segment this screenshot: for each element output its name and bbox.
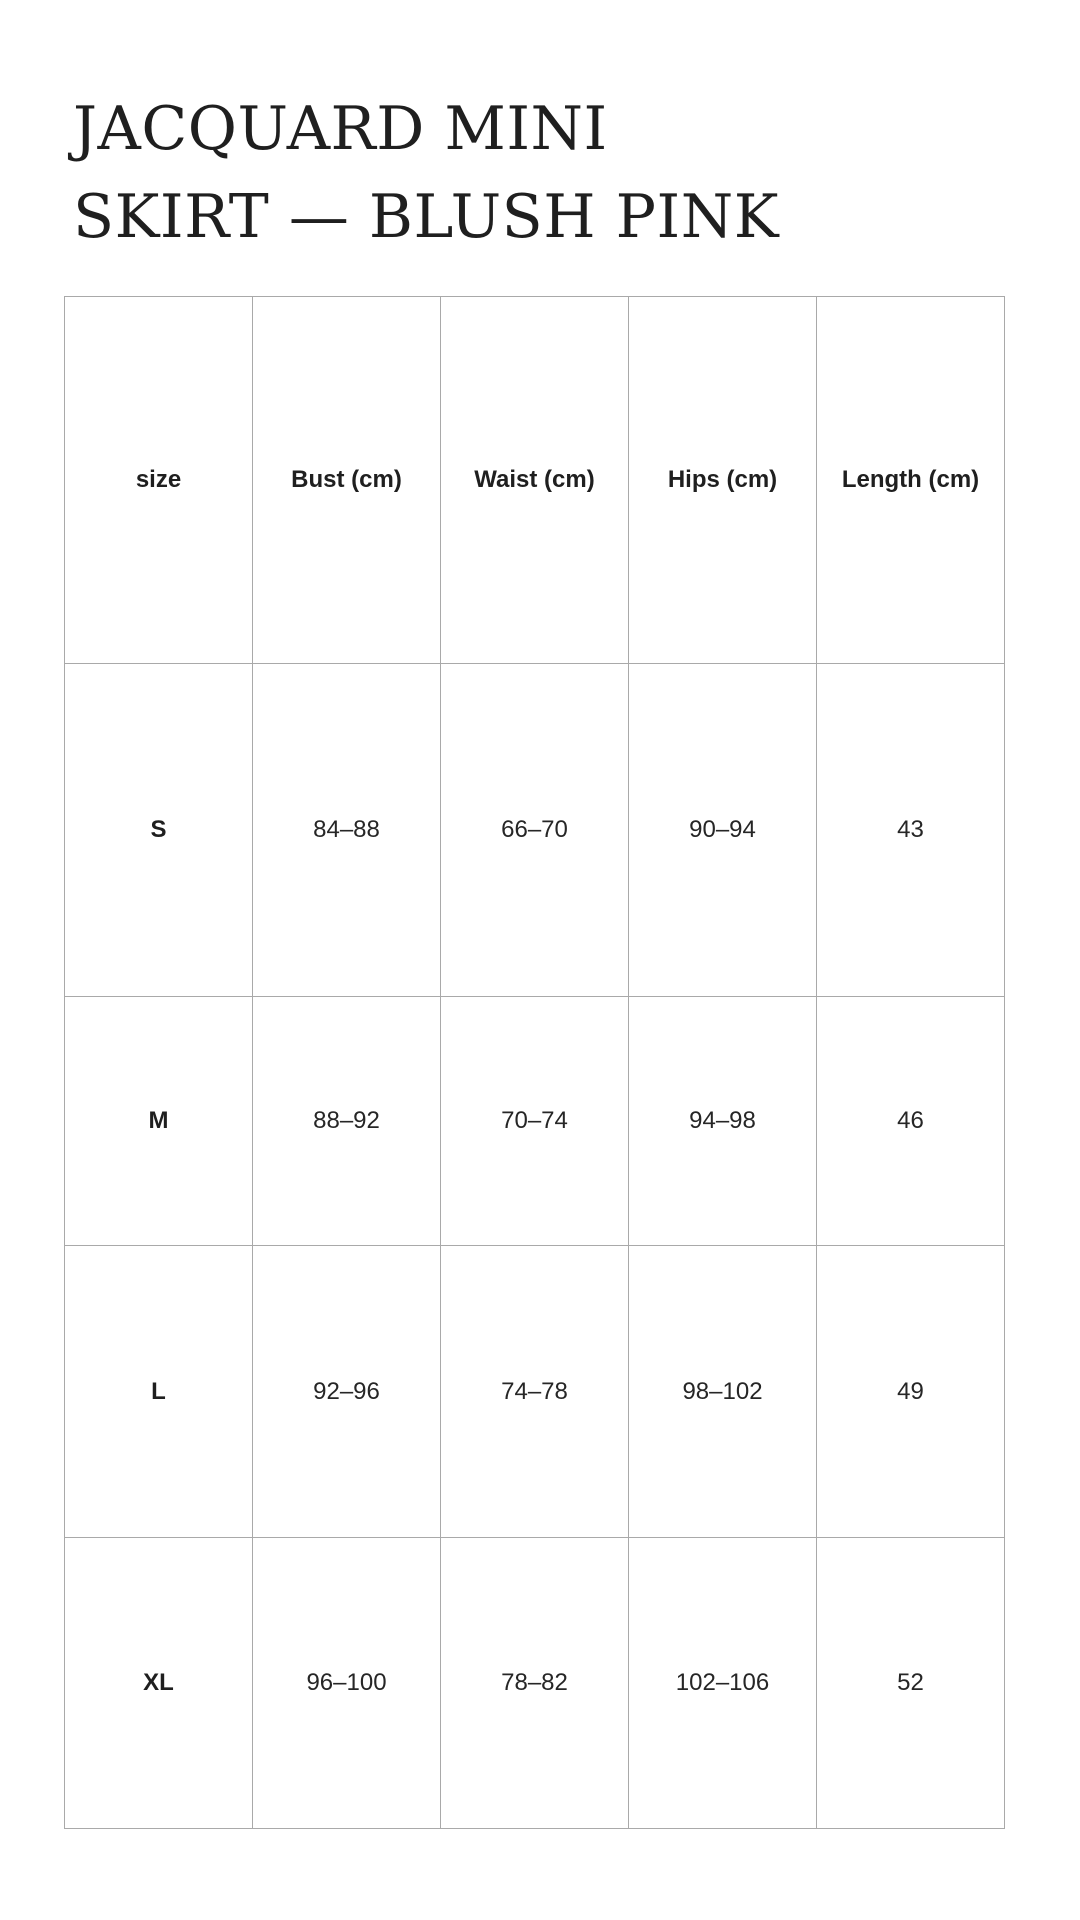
size-cell: S — [65, 664, 253, 997]
bust-cell: 84–88 — [253, 664, 441, 997]
waist-cell: 66–70 — [441, 664, 629, 997]
waist-cell: 78–82 — [441, 1538, 629, 1829]
length-cell: 46 — [817, 997, 1005, 1246]
length-cell: 43 — [817, 664, 1005, 997]
header-length: Length (cm) — [817, 297, 1005, 664]
table-row — [65, 1538, 1005, 1829]
hips-cell: 98–102 — [629, 1246, 817, 1538]
waist-cell: 70–74 — [441, 997, 629, 1246]
waist-cell: 74–78 — [441, 1246, 629, 1538]
header-hips: Hips (cm) — [629, 297, 817, 664]
size-cell: M — [65, 997, 253, 1246]
size-cell: L — [65, 1246, 253, 1538]
title-line-2: SKIRT — BLUSH PINK — [73, 182, 780, 252]
table-header-row — [65, 297, 1005, 664]
title-line-1: JACQUARD MINI — [73, 94, 608, 164]
bust-cell: 92–96 — [253, 1246, 441, 1538]
table-row — [65, 664, 1005, 997]
table-row — [65, 1246, 1005, 1538]
bust-cell: 88–92 — [253, 997, 441, 1246]
page-title — [73, 85, 779, 261]
length-cell: 52 — [817, 1538, 1005, 1829]
header-bust: Bust (cm) — [253, 297, 441, 664]
length-cell: 49 — [817, 1246, 1005, 1538]
size-chart-table — [64, 296, 1005, 1829]
hips-cell: 94–98 — [629, 997, 817, 1246]
header-size: size — [65, 297, 253, 664]
hips-cell: 90–94 — [629, 664, 817, 997]
header-waist: Waist (cm) — [441, 297, 629, 664]
table-row — [65, 997, 1005, 1246]
hips-cell: 102–106 — [629, 1538, 817, 1829]
bust-cell: 96–100 — [253, 1538, 441, 1829]
size-cell: XL — [65, 1538, 253, 1829]
